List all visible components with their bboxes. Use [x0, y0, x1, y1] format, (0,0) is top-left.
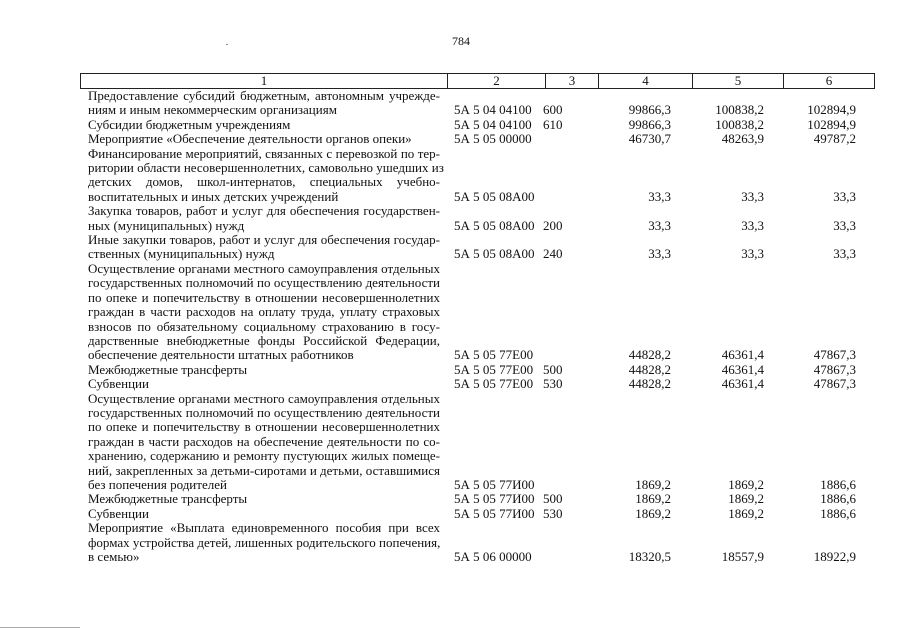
amount-col-5: 33,3 — [741, 246, 764, 262]
amount-col-4: 33,3 — [648, 246, 671, 262]
amount-col-5: 46361,4 — [721, 361, 764, 377]
amount-col-4: 44828,2 — [628, 376, 671, 392]
description-line: Иные закупки товаров, работ и услуг для обеспечения государ- — [88, 232, 440, 248]
description-line: Субвенции — [88, 376, 149, 392]
header-col-6: 6 — [825, 73, 833, 88]
target-article-code: 5А 5 05 77Е00 — [454, 361, 534, 377]
row-description — [88, 118, 440, 132]
amount-col-4: 44828,2 — [628, 347, 671, 363]
footnote-rule — [0, 627, 80, 628]
amount-col-5: 18557,9 — [721, 549, 764, 564]
table-body — [88, 89, 856, 564]
table-row — [88, 507, 856, 521]
description-line: Предоставление субсидий бюджетным, автономным учрежде- — [88, 88, 440, 103]
description-line: обеспечение деятельности штатных работников — [88, 347, 354, 363]
table-row — [88, 89, 856, 118]
amount-col-5: 1869,2 — [728, 491, 764, 507]
amount-col-4: 1869,2 — [635, 491, 671, 507]
description-line: ниям и иным некоммерческим организациям — [88, 102, 337, 118]
amount-col-6: 1886,6 — [820, 476, 856, 492]
amount-col-4: 33,3 — [648, 188, 671, 204]
scan-speck — [226, 44, 228, 45]
amount-col-5: 100838,2 — [715, 102, 764, 118]
amount-col-6: 18922,9 — [813, 549, 856, 564]
amount-col-6: 102894,9 — [807, 102, 856, 118]
expense-type: 500 — [543, 491, 563, 507]
row-description — [88, 492, 440, 506]
description-line: Межбюджетные трансферты — [88, 491, 248, 507]
description-line: граждан в части расходов на оплату труда, уплату страховых — [88, 304, 440, 320]
description-line: без попечения родителей — [88, 476, 227, 492]
expense-type: 240 — [543, 246, 563, 262]
amount-col-6: 49787,2 — [813, 131, 856, 147]
description-line: Субсидии бюджетным учреждениям — [88, 116, 291, 132]
header-col-1: 1 — [81, 74, 448, 88]
table-row — [88, 262, 856, 363]
amount-col-4: 18320,5 — [628, 549, 671, 564]
target-article-code: 5А 5 05 08А00 — [454, 188, 535, 204]
description-line: ний, закрепленных за детьми-сиротами и детьми, оставшимися — [88, 462, 440, 478]
page-number: 784 — [452, 34, 470, 48]
amount-col-5: 100838,2 — [715, 116, 764, 132]
description-line: дарственные внебюджетные фонды Российской Федерации, — [88, 332, 440, 348]
row-description — [88, 392, 440, 493]
row-description — [88, 89, 440, 118]
target-article-code: 5А 5 04 04100 — [454, 116, 532, 132]
description-line: формах устройства детей, лишенных родительского попечения, — [88, 534, 441, 550]
table-row — [88, 233, 856, 262]
row-description — [88, 233, 440, 262]
description-line: воспитательных и иных детских учреждений — [88, 188, 339, 204]
amount-col-5: 33,3 — [741, 188, 764, 204]
amount-col-4: 99866,3 — [628, 116, 671, 132]
table-row — [88, 204, 856, 233]
target-article-code: 5А 5 05 08А00 — [454, 217, 535, 233]
table-row — [88, 377, 856, 391]
row-description — [88, 132, 440, 146]
description-line: Закупка товаров, работ и услуг для обеспечения государствен- — [88, 203, 440, 219]
amount-col-6: 33,3 — [833, 188, 856, 204]
header-col-3: 3 — [546, 74, 599, 88]
expense-type: 500 — [543, 361, 563, 377]
amount-col-5: 1869,2 — [728, 476, 764, 492]
table-row — [88, 492, 856, 506]
target-article-code: 5А 5 04 04100 — [454, 102, 532, 118]
amount-col-6: 33,3 — [833, 246, 856, 262]
description-line: Осуществление органами местного самоуправления отдельных — [88, 260, 440, 276]
description-line: хранению, содержанию и ремонту пустующих жилых помеще- — [88, 448, 440, 464]
table-row — [88, 521, 856, 564]
target-article-code: 5А 5 05 08А00 — [454, 246, 535, 262]
amount-col-5: 33,3 — [741, 217, 764, 233]
description-line: ственных (муниципальных) нужд — [88, 246, 275, 262]
header-col-4: 4 — [599, 74, 693, 88]
description-line: по опеке и попечительству в отношении несовершеннолетних — [88, 289, 440, 305]
amount-col-4: 46730,7 — [628, 131, 671, 147]
expense-type: 600 — [543, 102, 563, 118]
description-line: государственных полномочий по осуществлению деятельности — [88, 275, 440, 291]
target-article-code: 5А 5 05 77Е00 — [454, 347, 534, 363]
table-row — [88, 118, 856, 132]
header-col-5: 5 — [693, 74, 784, 88]
row-description — [88, 377, 440, 391]
amount-col-6: 1886,6 — [820, 505, 856, 521]
description-line: Осуществление органами местного самоуправления отдельных — [88, 390, 440, 406]
description-line: в семью» — [88, 549, 140, 564]
target-article-code: 5А 5 05 77И00 — [454, 491, 535, 507]
target-article-code: 5А 5 05 00000 — [454, 131, 532, 147]
amount-col-4: 44828,2 — [628, 361, 671, 377]
description-line: государственных полномочий по осуществлению деятельности — [88, 404, 440, 420]
target-article-code: 5А 5 06 00000 — [454, 549, 532, 564]
expense-type: 530 — [543, 376, 563, 392]
amount-col-6: 47867,3 — [813, 347, 856, 363]
amount-col-5: 46361,4 — [721, 347, 764, 363]
amount-col-6: 102894,9 — [807, 116, 856, 132]
row-description — [88, 363, 440, 377]
amount-col-4: 99866,3 — [628, 102, 671, 118]
description-line: детских домов, школ-интернатов, специальных учебно- — [88, 174, 440, 190]
description-line: граждан в части расходов на обеспечение деятельности по со- — [88, 433, 440, 449]
description-line: Мероприятие «Обеспечение деятельности органов опеки» — [88, 131, 412, 147]
expense-type: 530 — [543, 505, 563, 521]
expense-type: 610 — [543, 116, 563, 132]
amount-col-4: 1869,2 — [635, 505, 671, 521]
description-line: Межбюджетные трансферты — [88, 361, 248, 377]
amount-col-5: 48263,9 — [721, 131, 764, 147]
table-row — [88, 363, 856, 377]
amount-col-6: 1886,6 — [820, 491, 856, 507]
amount-col-6: 47867,3 — [813, 376, 856, 392]
description-line: Финансирование мероприятий, связанных с перевозкой по тер- — [88, 145, 440, 161]
row-description — [88, 262, 440, 363]
description-line: по опеке и попечительству в отношении несовершеннолетних — [88, 419, 440, 435]
amount-col-6: 47867,3 — [813, 361, 856, 377]
expense-type: 200 — [543, 217, 563, 233]
row-description — [88, 204, 440, 233]
target-article-code: 5А 5 05 77Е00 — [454, 376, 534, 392]
table-row — [88, 147, 856, 205]
row-description — [88, 521, 440, 564]
table-row — [88, 392, 856, 493]
table-row — [88, 132, 856, 146]
description-line: Мероприятие «Выплата единовременного пособия при всех — [88, 520, 440, 536]
row-description — [88, 507, 440, 521]
amount-col-5: 46361,4 — [721, 376, 764, 392]
target-article-code: 5А 5 05 77И00 — [454, 505, 535, 521]
description-line: Субвенции — [88, 505, 149, 521]
header-col-2: 2 — [448, 74, 546, 88]
description-line: ритории области несовершеннолетних, самовольно ушедших из — [88, 160, 444, 176]
amount-col-6: 33,3 — [833, 217, 856, 233]
description-line: взносов по обязательному социальному страхованию в госу- — [88, 318, 440, 334]
description-line: ных (муниципальных) нужд — [88, 217, 245, 233]
row-description — [88, 145, 444, 205]
amount-col-4: 33,3 — [648, 217, 671, 233]
amount-col-4: 1869,2 — [635, 476, 671, 492]
table-header — [80, 73, 875, 89]
target-article-code: 5А 5 05 77И00 — [454, 476, 535, 492]
amount-col-5: 1869,2 — [728, 505, 764, 521]
